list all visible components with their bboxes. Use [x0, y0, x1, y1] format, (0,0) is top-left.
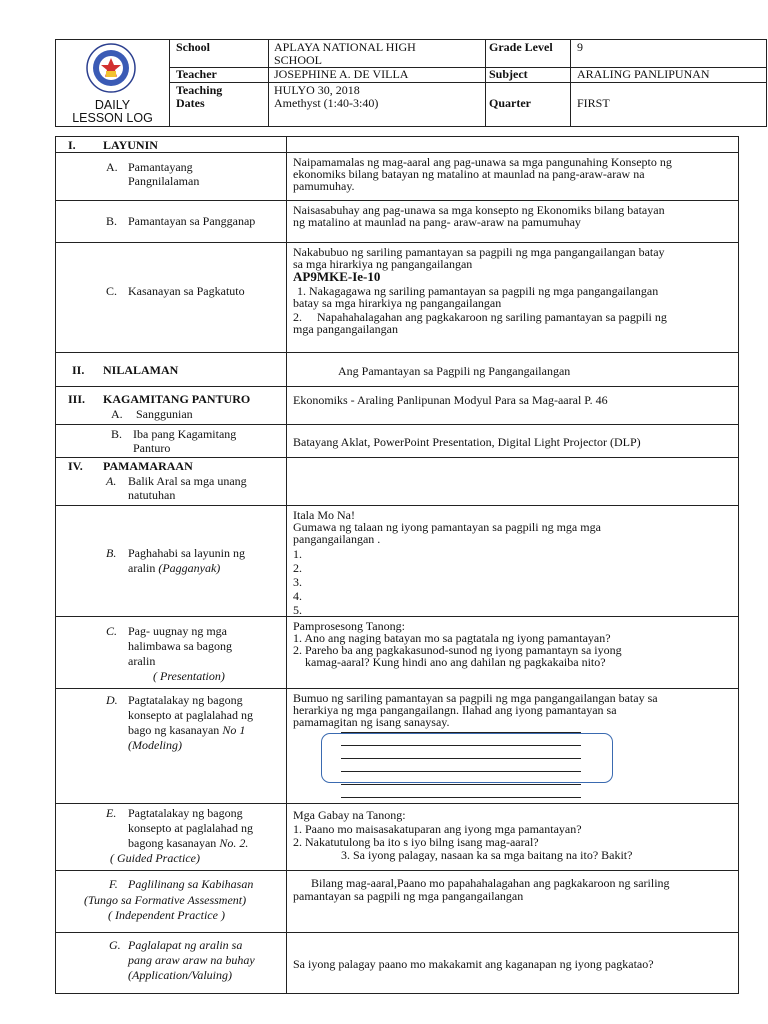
- row-content: Sa iyong palagay paano mo makakamit ang kaganapan ng iyong pagkatao?: [293, 957, 654, 971]
- section-iii-row: [56, 387, 738, 425]
- row-label: Panturo: [133, 441, 171, 455]
- essay-line: [341, 797, 581, 798]
- quarter-label: Quarter: [489, 96, 531, 110]
- column-divider: [286, 153, 287, 200]
- column-divider: [286, 425, 287, 457]
- dates-value-line2: Amethyst (1:40-3:40): [274, 96, 379, 110]
- row-label-part: aralin: [128, 561, 159, 575]
- row-label: Paglalapat ng aralin sa: [128, 938, 243, 952]
- procedure-b-row: [56, 506, 738, 617]
- row-label-part: bagong kasanayan: [128, 836, 220, 850]
- teacher-value: JOSEPHINE A. DE VILLA: [274, 67, 409, 81]
- header-hline: [169, 82, 766, 83]
- column-divider: [286, 617, 287, 688]
- row-label: Pagtatalakay ng bagong: [128, 693, 243, 707]
- row-label: Sanggunian: [136, 407, 193, 421]
- column-divider: [286, 458, 287, 505]
- procedure-f-row: [56, 871, 738, 933]
- question: 2. Nakatutulong ba ito s iyo bilng isang mag-aaral?: [293, 835, 539, 849]
- essay-line: [341, 784, 581, 785]
- question: 1. Paano mo maisasakatuparan ang iyong mga pamantayan?: [293, 822, 582, 836]
- school-value-line2: SCHOOL: [274, 53, 323, 67]
- row-label: (Application/Valuing): [128, 968, 232, 982]
- section-number: III.: [68, 392, 86, 406]
- procedure-c-row: [56, 617, 738, 689]
- layunin-c-row: [56, 243, 738, 353]
- header-divider: [268, 40, 269, 126]
- column-divider: [286, 506, 287, 616]
- dates-label-line1: Teaching: [176, 83, 223, 97]
- row-content: 1. Nakagagawa ng sariling pamantayan sa pagpili ng mga pangangailangan: [297, 284, 659, 298]
- section-title: KAGAMITANG PANTURO: [103, 392, 251, 406]
- row-content: pamumuhay.: [293, 179, 355, 193]
- logo-cell: [56, 40, 170, 126]
- row-content: pamantayan sa pagpili ng mga pangangailangan: [293, 889, 524, 903]
- row-label: Kasanayan sa Pagkatuto: [128, 284, 245, 298]
- column-divider: [286, 689, 287, 803]
- row-label: natutuhan: [128, 488, 176, 502]
- list-number: 2.: [293, 310, 302, 324]
- question: kamag-aaral? Kung hindi ano ang dahilan ng pagkakaiba nito?: [305, 655, 606, 669]
- row-letter: F.: [109, 877, 118, 891]
- section-number: I.: [68, 138, 76, 152]
- column-divider: [286, 871, 287, 932]
- row-label: Iba pang Kagamitang: [133, 427, 237, 441]
- question: 3. Sa iyong palagay, nasaan ka sa mga baitang na ito? Bakit?: [341, 848, 633, 862]
- column-divider: [286, 243, 287, 352]
- row-content: Nakabubuo ng sariling pamantayan sa pagpili ng mga pangangailangan batay: [293, 245, 665, 259]
- column-divider: [286, 201, 287, 242]
- school-label: School: [176, 40, 211, 54]
- blank-item: 2.: [293, 561, 302, 575]
- row-label: ( Guided Practice): [110, 851, 200, 865]
- row-content: mga pangangailangan: [293, 322, 398, 336]
- row-label: konsepto at paglalahad ng: [128, 821, 253, 835]
- quarter-value: FIRST: [577, 96, 610, 110]
- row-label: [128, 723, 245, 737]
- column-divider: [286, 804, 287, 870]
- dll-title-line2: LESSON LOG: [72, 111, 153, 125]
- competency-code: AP9MKE-Ie-10: [293, 269, 381, 284]
- row-content: Ekonomiks - Araling Panlipunan Modyul Para sa Mag-aaral P. 46: [293, 393, 608, 407]
- essay-highlight-box: [321, 733, 613, 783]
- row-letter: E.: [106, 806, 117, 820]
- row-content: Bilang mag-aaral,Paano mo papahahalagahan ang pagkakaroon ng sariling: [311, 876, 670, 890]
- section-number: II.: [72, 363, 85, 377]
- row-content: pangangailangan .: [293, 532, 381, 546]
- section-number: IV.: [68, 459, 83, 473]
- question: 2. Pareho ba ang pagkakasunod-sunod ng iyong pamantayn sa iyong: [293, 643, 622, 657]
- column-divider: [286, 137, 287, 152]
- column-divider: [286, 387, 287, 424]
- row-content: Naipamamalas ng mag-aaral ang pag-unawa sa mga pangunahing Konsepto ng: [293, 155, 672, 169]
- row-content: Gumawa ng talaan ng iyong pamantayan sa pagpili ng mga mga: [293, 520, 601, 534]
- row-letter: A.: [106, 474, 117, 488]
- school-value-line1: APLAYA NATIONAL HIGH: [274, 40, 416, 54]
- row-label: ( Presentation): [153, 669, 225, 683]
- row-label: Pangnilalaman: [128, 174, 200, 188]
- row-label: pang araw araw na buhay: [128, 953, 255, 967]
- row-label-part: No 1: [222, 723, 246, 737]
- procedure-g-row: [56, 933, 738, 993]
- row-content: herarkiya ng mga pangangailangn. Ilahad ang iyong pamantayan sa: [293, 703, 617, 717]
- row-label: Pamantayang: [128, 160, 193, 174]
- row-label: [128, 836, 248, 850]
- row-letter: C.: [106, 284, 118, 298]
- blank-item: 1.: [293, 547, 302, 561]
- row-content: sa mga hirarkiya ng pangangailangan: [293, 257, 473, 271]
- row-content: ekonomiks bilang batayan ng matalino at maunlad na pang-araw-araw na: [293, 167, 645, 181]
- procedure-d-row: [56, 689, 738, 804]
- dates-label-line2: Dates: [176, 96, 205, 110]
- header-table: [55, 39, 767, 127]
- lesson-table: [55, 136, 739, 994]
- row-content: Batayang Aklat, PowerPoint Presentation, Digital Light Projector (DLP): [293, 435, 641, 449]
- row-content: pamamagitan ng isang sanaysay.: [293, 715, 450, 729]
- row-label: (Tungo sa Formative Assessment): [84, 893, 247, 907]
- row-label-part: bago ng kasanayan: [128, 723, 223, 737]
- row-content: ng matalino at maunlad na pang- araw-araw na pamumuhay: [293, 215, 581, 229]
- teacher-label: Teacher: [176, 67, 217, 81]
- row-label: Paghahabi sa layunin ng: [128, 546, 245, 560]
- row-label: [128, 561, 220, 575]
- dates-value-line1: HULYO 30, 2018: [274, 83, 360, 97]
- grade-value: 9: [577, 40, 583, 54]
- layunin-a-row: [56, 153, 738, 201]
- row-content: batay sa mga hirarkiya ng pangangailangan: [293, 296, 502, 310]
- row-label: aralin: [128, 654, 156, 668]
- row-content: Bumuo ng sariling pamantayan sa pagpili ng mga pangangailangan batay sa: [293, 691, 658, 705]
- column-divider: [286, 933, 287, 993]
- subject-value: ARALING PANLIPUNAN: [577, 67, 710, 81]
- row-label: Pag- uugnay ng mga: [128, 624, 227, 638]
- question: 1. Ano ang naging batayan mo sa pagtatala ng iyong pamantayan?: [293, 631, 611, 645]
- row-label: konsepto at paglalahad ng: [128, 708, 253, 722]
- section-title: NILALAMAN: [103, 363, 179, 377]
- row-letter: B.: [111, 427, 123, 441]
- grade-label: Grade Level: [489, 40, 553, 54]
- blank-item: 3.: [293, 575, 302, 589]
- row-letter: A.: [111, 407, 123, 421]
- dll-title-line1: DAILY: [94, 98, 131, 112]
- materials-b-row: [56, 425, 738, 458]
- section-i-row: [56, 137, 738, 153]
- section-ii-row: [56, 353, 738, 387]
- row-label: Paglilinang sa Kabihasan: [128, 877, 254, 891]
- row-label: halimbawa sa bagong: [128, 639, 232, 653]
- section-title: PAMAMARAAN: [103, 459, 193, 473]
- row-letter: D.: [106, 693, 118, 707]
- column-divider: [286, 353, 287, 386]
- row-label: (Modeling): [128, 738, 182, 752]
- row-label-part: (Pagganyak): [158, 561, 221, 575]
- blank-item: 4.: [293, 589, 302, 603]
- header-divider: [570, 40, 571, 126]
- row-label-part: No. 2.: [219, 836, 249, 850]
- row-content: Naisasabuhay ang pag-unawa sa mga konsepto ng Ekonomiks bilang batayan: [293, 203, 665, 217]
- section-title: LAYUNIN: [103, 138, 158, 152]
- row-letter: C.: [106, 624, 118, 638]
- row-label: Pamantayan sa Pangganap: [128, 214, 256, 228]
- procedure-e-row: [56, 804, 738, 871]
- row-letter: A.: [106, 160, 118, 174]
- row-letter: G.: [109, 938, 121, 952]
- row-content: Ang Pamantayan sa Pagpili ng Pangangailangan: [338, 364, 571, 378]
- layunin-b-row: [56, 201, 738, 243]
- row-label: Balik Aral sa mga unang: [128, 474, 247, 488]
- row-label: Pagtatalakay ng bagong: [128, 806, 243, 820]
- blank-item: 5.: [293, 603, 302, 617]
- row-letter: B.: [106, 214, 118, 228]
- row-label: ( Independent Practice ): [108, 908, 225, 922]
- subject-label: Subject: [489, 67, 528, 81]
- deped-seal-icon: [86, 43, 136, 93]
- activity-title: Mga Gabay na Tanong:: [293, 808, 406, 822]
- row-content: Napahahalagahan ang pagkakaroon ng sariling pamantayan sa pagpili ng: [317, 310, 667, 324]
- header-divider: [485, 40, 486, 126]
- activity-title: Pamprosesong Tanong:: [293, 619, 405, 633]
- section-iv-row: [56, 458, 738, 506]
- activity-title: Itala Mo Na!: [293, 508, 355, 522]
- row-letter: B.: [106, 546, 117, 560]
